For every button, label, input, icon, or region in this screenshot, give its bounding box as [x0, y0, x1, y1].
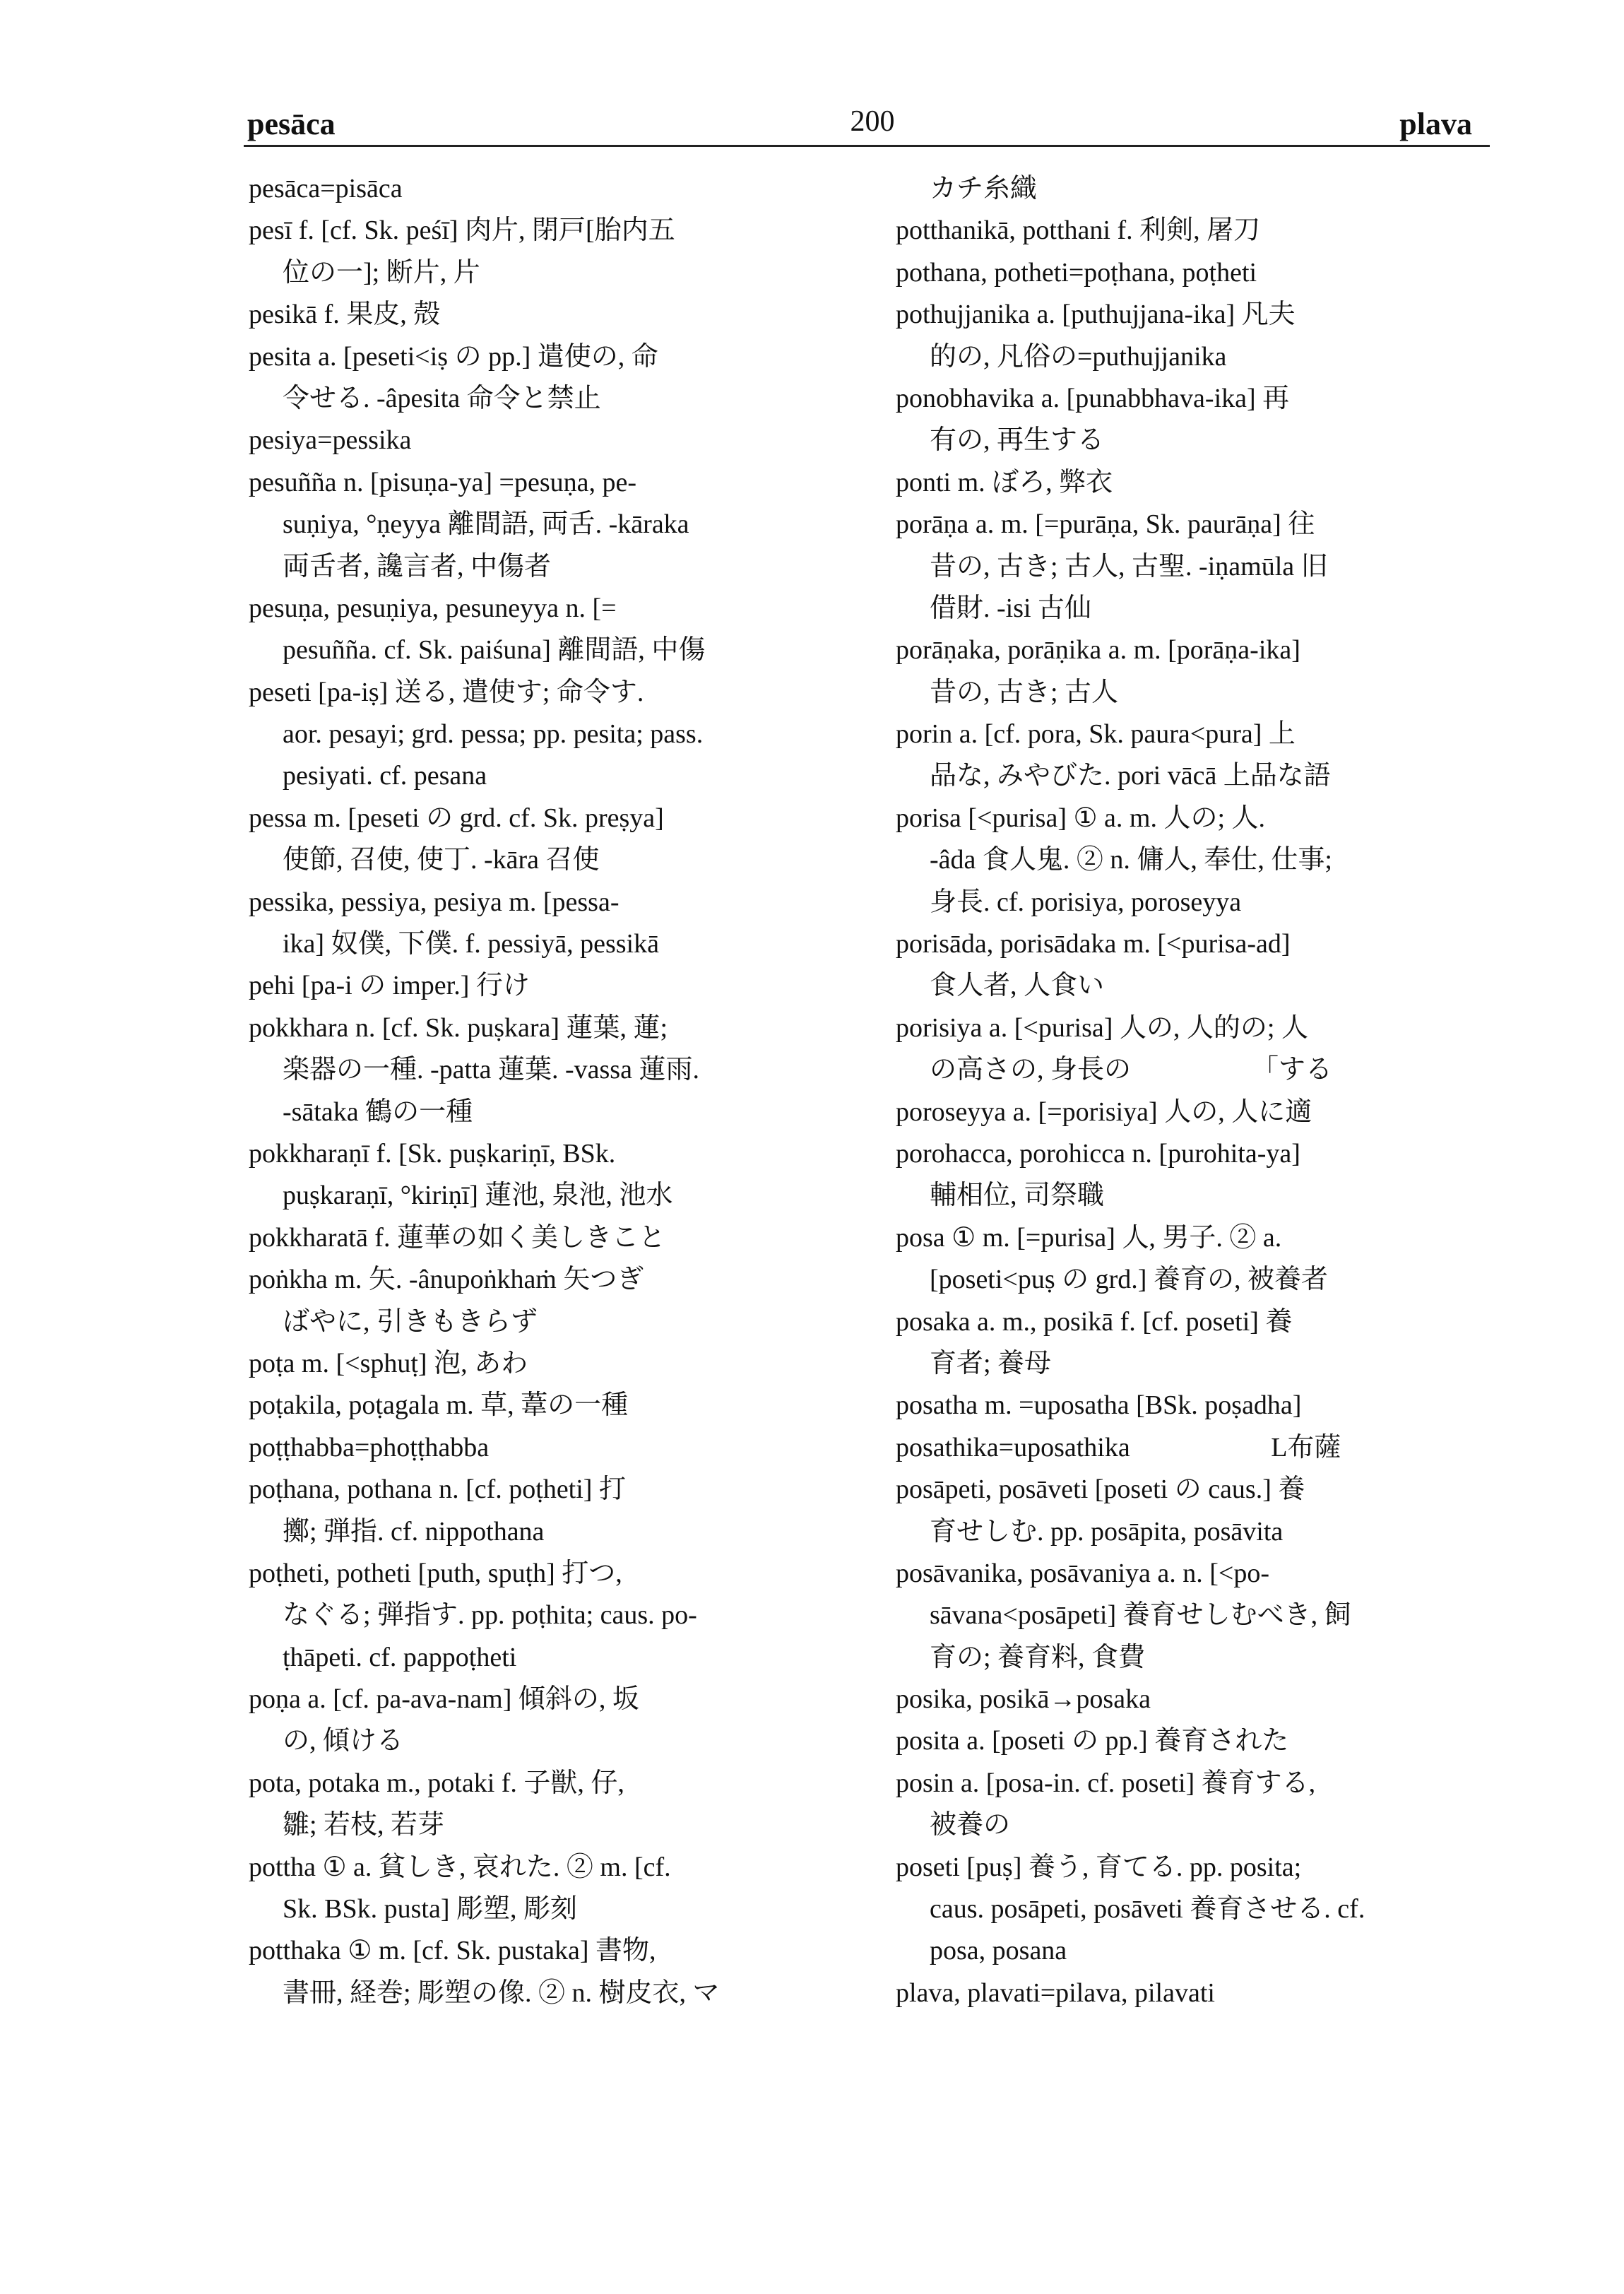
entry-line: posāvanika, posāvaniya a. n. [<po- — [896, 1558, 1269, 1588]
entry-line: porisāda, porisādaka m. [<purisa-ad] — [896, 929, 1291, 959]
entry-continuation-line: 書冊, 経巻; 彫塑の像. ② n. 樹皮衣, マ — [283, 1977, 720, 2008]
entry-line: pokkharaṇī f. [Sk. puṣkariṇī, BSk. — [249, 1138, 616, 1169]
entry-continuation-line: 擲; 弾指. cf. nippothana — [283, 1516, 545, 1547]
entry-line: poṇa a. [cf. pa-ava-nam] 傾斜の, 坂 — [249, 1684, 639, 1715]
entry-continuation-line: caus. posāpeti, posāveti 養育させる. cf. — [930, 1894, 1365, 1925]
entry-line: posita a. [poseti の pp.] 養育された — [896, 1726, 1289, 1756]
entry-continuation-line: 被養の — [930, 1810, 1011, 1840]
entry-line: pesuṇa, pesuṇiya, pesuneyya n. [= — [249, 593, 617, 623]
entry-line: poroseyya a. [=porisiya] 人の, 人に適 — [896, 1096, 1312, 1127]
entry-line: poṭṭhabba=phoṭṭhabba — [249, 1432, 490, 1462]
entry-continuation-line: 食人者, 人食い — [930, 971, 1105, 1001]
entry-line: pesuñña n. [pisuṇa-ya] =pesuṇa, pe- — [249, 467, 637, 497]
entry-continuation-line: 育者; 養母 — [930, 1348, 1052, 1378]
entry-continuation-line: ばやに, 引きもきらず — [283, 1306, 538, 1337]
entry-continuation-line: なぐる; 弾指す. pp. poṭhita; caus. po- — [283, 1600, 697, 1631]
entry-line: porisa [<purisa] ① a. m. 人の; 人. — [896, 803, 1266, 833]
guide-word-left: pesāca — [247, 107, 336, 141]
page-number: 200 — [850, 105, 895, 138]
entry-line: pehi [pa-i の imper.] 行け — [249, 971, 530, 1001]
entry-continuation-line: 使節, 召使, 使丁. -kāra 召使 — [283, 845, 600, 875]
entry-line: pesī f. [cf. Sk. peśī] 肉片, 閉戸[胎内五 — [249, 215, 675, 246]
entry-continuation-line: sāvana<posāpeti] 養育せしむべき, 飼 — [930, 1600, 1351, 1631]
entry-line: pota, potaka m., potaki f. 子獣, 仔, — [249, 1768, 624, 1798]
entry-line: pesita a. [peseti<iṣ の pp.] 遣使の, 命 — [249, 341, 658, 372]
entry-line: potthaka ① m. [cf. Sk. pustaka] 書物, — [249, 1936, 656, 1966]
entry-continuation-line: 品な, みやびた. pori vācā 上品な語 — [930, 761, 1331, 791]
entry-continuation-line: の高さの, 身長の 「する — [930, 1055, 1333, 1085]
entry-line: pessa m. [peseti の grd. cf. Sk. preṣya] — [249, 803, 664, 833]
entry-line: porāṇaka, porāṇika a. m. [porāṇa-ika] — [896, 635, 1300, 666]
entry-line: porāṇa a. m. [=purāṇa, Sk. paurāṇa] 往 — [896, 509, 1315, 540]
entry-line: pottha ① a. 貧しき, 哀れた. ② m. [cf. — [249, 1852, 671, 1882]
entry-line: posāpeti, posāveti [poseti の caus.] 養 — [896, 1474, 1305, 1505]
entry-line: plava, plavati=pilava, pilavati — [896, 1977, 1215, 2008]
entry-continuation-line: 楽器の一種. -patta 蓮葉. -vassa 蓮雨. — [283, 1055, 699, 1085]
entry-line: porin a. [cf. pora, Sk. paura<pura] 上 — [896, 719, 1296, 750]
entry-continuation-line: posa, posana — [930, 1936, 1067, 1966]
header-rule — [244, 145, 1490, 147]
entry-continuation-line: -sātaka 鶴の一種 — [283, 1096, 473, 1127]
entry-line: pessika, pessiya, pesiya m. [pessa- — [249, 887, 620, 917]
entry-line: porohacca, porohicca n. [purohita-ya] — [896, 1138, 1300, 1169]
entry-continuation-line: カチ糸織 — [930, 174, 1038, 203]
entry-continuation-line: 位の一]; 断片, 片 — [283, 257, 480, 288]
entry-continuation-line: [poseti<puṣ の grd.] 養育の, 被養者 — [930, 1265, 1328, 1295]
entry-line: poṭheti, potheti [puth, spuṭh] 打つ, — [249, 1558, 622, 1588]
entry-continuation-line: ika] 奴僕, 下僕. f. pessiyā, pessikā — [283, 929, 659, 959]
entry-continuation-line: の, 傾ける — [283, 1726, 404, 1756]
entry-continuation-line: 育せしむ. pp. posāpita, posāvita — [930, 1516, 1284, 1547]
entry-continuation-line: 両舌者, 讒言者, 中傷者 — [283, 551, 552, 581]
entry-line: pokkharatā f. 蓮華の如く美しきこと — [249, 1222, 665, 1253]
entry-continuation-line: 身長. cf. porisiya, poroseyya — [930, 887, 1242, 917]
entry-line: posika, posikā→posaka — [896, 1684, 1151, 1715]
entry-continuation-line: -âda 食人鬼. ② n. 傭人, 奉仕, 仕事; — [930, 845, 1332, 875]
entry-line: posathika=uposathika L布薩 — [896, 1432, 1341, 1462]
entry-continuation-line: 昔の, 古き; 古人, 古聖. -iṇamūla 旧 — [930, 551, 1328, 581]
entry-continuation-line: Sk. BSk. pusta] 彫塑, 彫刻 — [283, 1894, 577, 1925]
entry-line: posatha m. =uposatha [BSk. poṣadha] — [896, 1390, 1302, 1421]
entry-continuation-line: pesuñña. cf. Sk. paiśuna] 離間語, 中傷 — [283, 635, 706, 666]
entry-line: ponti m. ぼろ, 弊衣 — [896, 467, 1113, 497]
entry-continuation-line: 昔の, 古き; 古人 — [930, 677, 1119, 707]
entry-line: posin a. [posa-in. cf. poseti] 養育する, — [896, 1768, 1316, 1798]
entry-continuation-line: pesiyati. cf. pesana — [283, 761, 487, 791]
entry-line: poṭa m. [<sphuṭ] 泡, あわ — [249, 1348, 528, 1378]
entry-continuation-line: 的の, 凡俗の=puthujjanika — [930, 341, 1227, 372]
left-column — [249, 168, 884, 2014]
entry-line: posaka a. m., posikā f. [cf. poseti] 養 — [896, 1306, 1293, 1337]
entry-line: pothujjanika a. [puthujjana-ika] 凡夫 — [896, 300, 1296, 330]
entry-line: pesāca=pisāca — [249, 174, 403, 203]
entry-continuation-line: ṭhāpeti. cf. pappoṭheti — [283, 1642, 517, 1672]
entry-continuation-line: 借財. -isi 古仙 — [930, 593, 1092, 623]
entry-continuation-line: aor. pesayi; grd. pessa; pp. pesita; pass. — [283, 719, 704, 750]
entry-line: poṭhana, pothana n. [cf. poṭheti] 打 — [249, 1474, 626, 1505]
entry-continuation-line: 輔相位, 司祭職 — [930, 1181, 1105, 1211]
entry-line: poṭakila, poṭagala m. 草, 葦の一種 — [249, 1390, 629, 1421]
entry-continuation-line: suṇiya, °ṇeyya 離間語, 両舌. -kāraka — [283, 509, 689, 540]
entry-line: posa ① m. [=purisa] 人, 男子. ② a. — [896, 1222, 1282, 1253]
entry-line: pokkhara n. [cf. Sk. puṣkara] 蓮葉, 蓮; — [249, 1012, 668, 1043]
entry-continuation-line: 令せる. -âpesita 命令と禁止 — [283, 383, 601, 413]
entry-line: pesiya=pessika — [249, 425, 412, 456]
entry-line: porisiya a. [<purisa] 人の, 人的の; 人 — [896, 1012, 1308, 1043]
entry-line: poṅkha m. 矢. -ânupoṅkhaṁ 矢つぎ — [249, 1265, 644, 1295]
entry-line: poseti [puṣ] 養う, 育てる. pp. posita; — [896, 1852, 1302, 1882]
guide-word-right: plava — [1399, 107, 1472, 141]
entry-line: potthanikā, potthani f. 利剣, 屠刀 — [896, 215, 1261, 246]
entry-line: ponobhavika a. [punabbhava-ika] 再 — [896, 383, 1290, 413]
entry-continuation-line: 育の; 養育料, 食費 — [930, 1642, 1146, 1672]
entry-line: pesikā f. 果皮, 殻 — [249, 300, 441, 330]
entry-line: peseti [pa-iṣ] 送る, 遣使す; 命令す. — [249, 677, 644, 707]
entry-continuation-line: 雛; 若枝, 若芽 — [283, 1810, 445, 1840]
entry-line: pothana, potheti=poṭhana, poṭheti — [896, 257, 1257, 288]
entry-continuation-line: 有の, 再生する — [930, 425, 1105, 456]
right-column — [896, 168, 1510, 2014]
entry-continuation-line: puṣkaraṇī, °kiriṇī] 蓮池, 泉池, 池水 — [283, 1181, 673, 1211]
